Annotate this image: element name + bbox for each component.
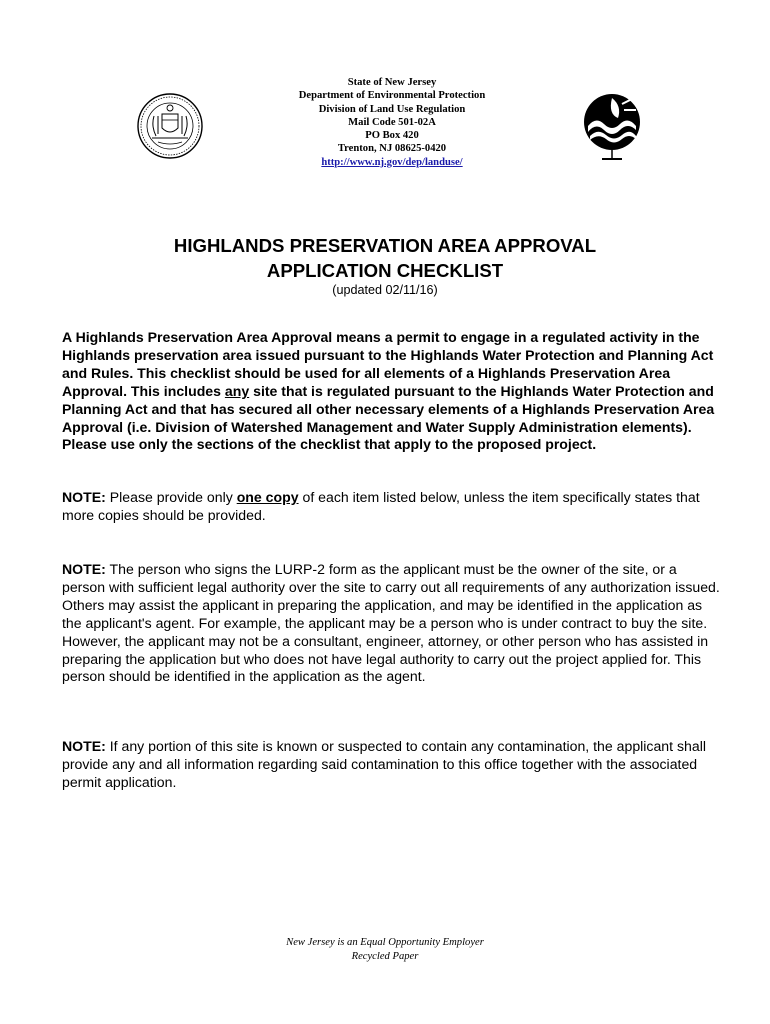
intro-paragraph bbox=[62, 329, 722, 454]
note-contamination-text: If any portion of this site is known or suspected to contain any contamination, the applicant shall provide any and all information regarding said contamination to this office together with the associated permit application. bbox=[62, 738, 706, 790]
letterhead-mail-code: Mail Code 501-02A bbox=[348, 116, 436, 128]
footer-employer: New Jersey is an Equal Opportunity Employer bbox=[286, 937, 484, 948]
title-line-2: APPLICATION CHECKLIST bbox=[266, 260, 504, 281]
note-label: NOTE: bbox=[62, 489, 106, 505]
title-line-1: HIGHLANDS PRESERVATION AREA APPROVAL bbox=[173, 235, 597, 256]
note-applicant bbox=[62, 561, 722, 686]
footer-recycled: Recycled Paper bbox=[351, 951, 419, 962]
landuse-website-link[interactable]: http://www.nj.gov/dep/landuse/ bbox=[321, 156, 463, 168]
letterhead-department: Department of Environmental Protection bbox=[298, 90, 486, 102]
note-copies-emphasis: one copy bbox=[236, 489, 299, 505]
dep-logo-icon bbox=[578, 90, 646, 164]
note-copies-text-2: of each item listed below, unless the item specifically states that more copies should be provided. bbox=[62, 489, 700, 523]
letterhead-po-box: PO Box 420 bbox=[365, 130, 419, 142]
footer bbox=[200, 936, 570, 964]
state-seal-icon bbox=[136, 92, 204, 160]
note-label: NOTE: bbox=[62, 561, 106, 577]
letterhead bbox=[230, 76, 554, 169]
note-copies-text-1: Please provide only bbox=[105, 489, 237, 505]
letterhead-state: State of New Jersey bbox=[347, 77, 437, 88]
intro-text-1: A Highlands Preservation Area Approval means a permit to engage in a regulated activity in the Highlands preservation area issued pursuant to the Highlands Water Protection and Planning Act and Rules. This checklist should be used for all elements of a Highlands Preservation Area Approval. This includes bbox=[62, 329, 714, 399]
note-label: NOTE: bbox=[62, 738, 106, 754]
letterhead-division: Division of Land Use Regulation bbox=[318, 103, 466, 115]
document-title bbox=[60, 233, 710, 283]
note-contamination bbox=[62, 738, 722, 792]
note-copies bbox=[62, 489, 722, 525]
intro-text-2: site that is regulated pursuant to the Highlands Water Protection and Planning Act and that has secured all other necessary elements of a Highlands Preservation Area Approval (i.e. Division of Watershed Management and Water Supply Administration elements). Please use only the sections of the checklist that apply to the proposed project. bbox=[62, 382, 715, 453]
letterhead-city: Trenton, NJ 08625-0420 bbox=[337, 143, 447, 155]
note-applicant-text: The person who signs the LURP-2 form as the applicant must be the owner of the site, or a person with sufficient legal authority over the site to carry out all requirements of any authorization issued. Others may assist the applicant in preparing the application, and may be identified in the application as the applicant's agent. For example, the applicant may be a person who is under contract to buy the site. However, the applicant may not be a consultant, engineer, attorney, or other person who has assisted in preparing the application but who does not have legal authority to carry out the project applied for. This person should be identified in the application as the agent. bbox=[62, 561, 720, 685]
intro-emphasis: any bbox=[224, 382, 250, 399]
updated-date: (updated 02/11/16) bbox=[332, 283, 438, 297]
